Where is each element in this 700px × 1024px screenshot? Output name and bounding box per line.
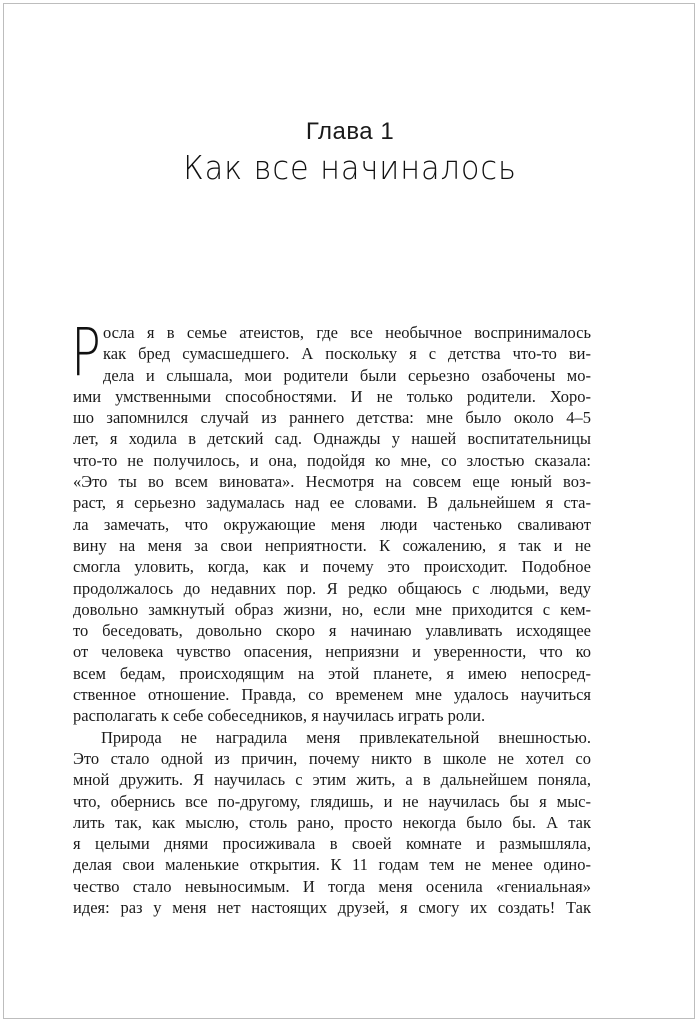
text-line: что-то не получилось, и она, подойдя ко мне, со злостью сказала: xyxy=(73,450,591,470)
text-line: располагать к себе собеседников, я научилась играть роли. xyxy=(73,706,486,726)
body-text xyxy=(71,314,591,918)
text-line: дела и слышала, мои родители были серьезно озабочены мо- xyxy=(103,365,591,385)
text-line: осла я в семье атеистов, где все необычное воспринималось xyxy=(103,323,591,342)
text-line: довольно замкнутый образ жизни, но, если мне приходится с кем- xyxy=(73,599,591,619)
chapter-label: Глава 1 xyxy=(305,118,395,145)
text-line: чество стало невыносимым. И тогда меня осенила «гениальная» xyxy=(73,876,591,896)
chapter-title: Как все начиналось xyxy=(183,148,517,187)
text-line: идея: раз у меня нет настоящих друзей, я смогу их создать! Так xyxy=(73,898,591,918)
text-line: лить так, как мыслю, столь рано, просто некогда было бы. А так xyxy=(73,812,591,832)
text-line: что, обернись все по-другому, глядишь, и не научилась бы я мыс- xyxy=(73,791,591,811)
text-line: Природа не наградила меня привлекательной внешностью. xyxy=(101,727,591,747)
text-line: Это стало одной из причин, почему никто в школе не хотел со xyxy=(73,748,591,768)
text-line: как бред сумасшедшего. А поскольку я с детства что-то ви- xyxy=(103,344,591,364)
text-line: продолжалось до недавних пор. Я редко общаюсь с людьми, веду xyxy=(73,578,591,598)
text-line: мной дружить. Я научилась с этим жить, а в дальнейшем поняла, xyxy=(73,770,591,790)
text-line: делая свои маленькие открытия. К 11 годам тем не менее одино- xyxy=(73,855,591,875)
text-line: ла замечать, что окружающие меня люди частенько сваливают xyxy=(73,514,591,534)
text-line: от человека чувство опасения, неприязни и уверенности, что ко xyxy=(73,642,591,662)
text-line: ственное отношение. Правда, со временем мне удалось научиться xyxy=(73,685,591,705)
text-line: ими умственными способностями. И не только родители. Хоро- xyxy=(73,386,591,406)
text-line: раст, я серьезно задумалась над ее словами. В дальнейшем я ста- xyxy=(73,493,591,513)
text-line: то беседовать, довольно скоро я начинаю улавливать исходящее xyxy=(73,621,591,641)
text-line: всем бедам, происходящим на этой планете, я имею непосред- xyxy=(73,663,591,683)
text-line: я целыми днями просиживала в своей комнате и размышляла, xyxy=(73,834,591,854)
text-line: смогла уловить, когда, как и почему это происходит. Подобное xyxy=(73,557,591,577)
text-line: вину на меня за свои неприятности. К сожалению, я так и не xyxy=(73,535,591,555)
text-line: «Это ты во всем виновата». Несмотря на совсем еще юный воз- xyxy=(73,472,591,492)
text-line: лет, я ходила в детский сад. Однажды у нашей воспитательницы xyxy=(73,429,591,449)
text-line: шо запомнился случай из раннего детства: мне было около 4–5 xyxy=(73,408,591,428)
drop-cap: Р xyxy=(71,314,101,391)
